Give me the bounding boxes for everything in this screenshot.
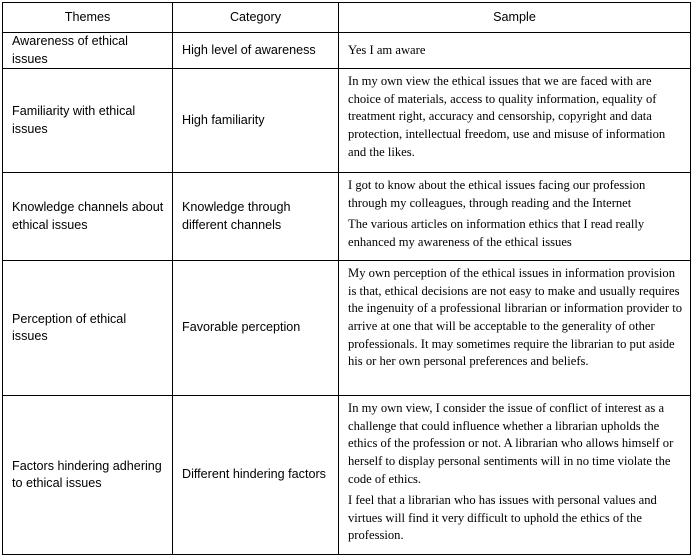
sample-cell [339,33,691,69]
header-themes: Themes [3,3,173,33]
table-row [3,261,691,396]
table-row [3,33,691,69]
table-row [3,69,691,173]
sample-text: I got to know about the ethical issues facing our profession through my colleagues, through reading and the Internet [348,178,646,210]
theme-cell: Familiarity with ethical issues [3,69,173,173]
sample-text: The various articles on information ethics that I read really enhanced my awareness of the ethical issues [348,217,645,249]
category-cell: Different hindering factors [173,396,339,555]
theme-cell: Factors hindering adhering to ethical issues [3,396,173,555]
category-cell: High level of awareness [173,33,339,69]
ethics-themes-table [2,2,691,555]
sample-text: In my own view the ethical issues that we are faced with are choice of materials, access to quality information, equality of treatment right, accuracy and censorship, copyright and data protection, intellectual freedom, use and misuse of information and the likes. [348,74,666,159]
table-row [3,396,691,555]
category-cell: Favorable perception [173,261,339,396]
category-cell: High familiarity [173,69,339,173]
theme-cell: Awareness of ethical issues [3,33,173,69]
sample-cell [339,396,691,555]
table-row [3,173,691,261]
sample-text: I feel that a librarian who has issues with personal values and virtues will find it very difficult to uphold the ethics of the profession. [348,493,657,543]
sample-cell [339,69,691,173]
sample-cell [339,173,691,261]
sample-text: In my own view, I consider the issue of conflict of interest as a challenge that could influence whether a librarian upholds the ethics of the profession or not. A librarian who allows himself or herself to display personal sentiments will in no time violate the code of ethics. [348,401,674,486]
sample-text: My own perception of the ethical issues in information provision is that, ethical decisions are not easy to make and usually requires the ingenuity of a professional librarian or information provider to arrive at one that will be acceptable to the generality of other professionals. It may sometimes require the librarian to put aside his or her own personal preferences and beliefs. [348,266,682,369]
theme-cell: Perception of ethical issues [3,261,173,396]
header-category: Category [173,3,339,33]
header-sample: Sample [339,3,691,33]
table-header [3,3,691,33]
theme-cell: Knowledge channels about ethical issues [3,173,173,261]
sample-cell [339,261,691,396]
category-cell: Knowledge through different channels [173,173,339,261]
sample-text: Yes I am aware [348,42,426,57]
